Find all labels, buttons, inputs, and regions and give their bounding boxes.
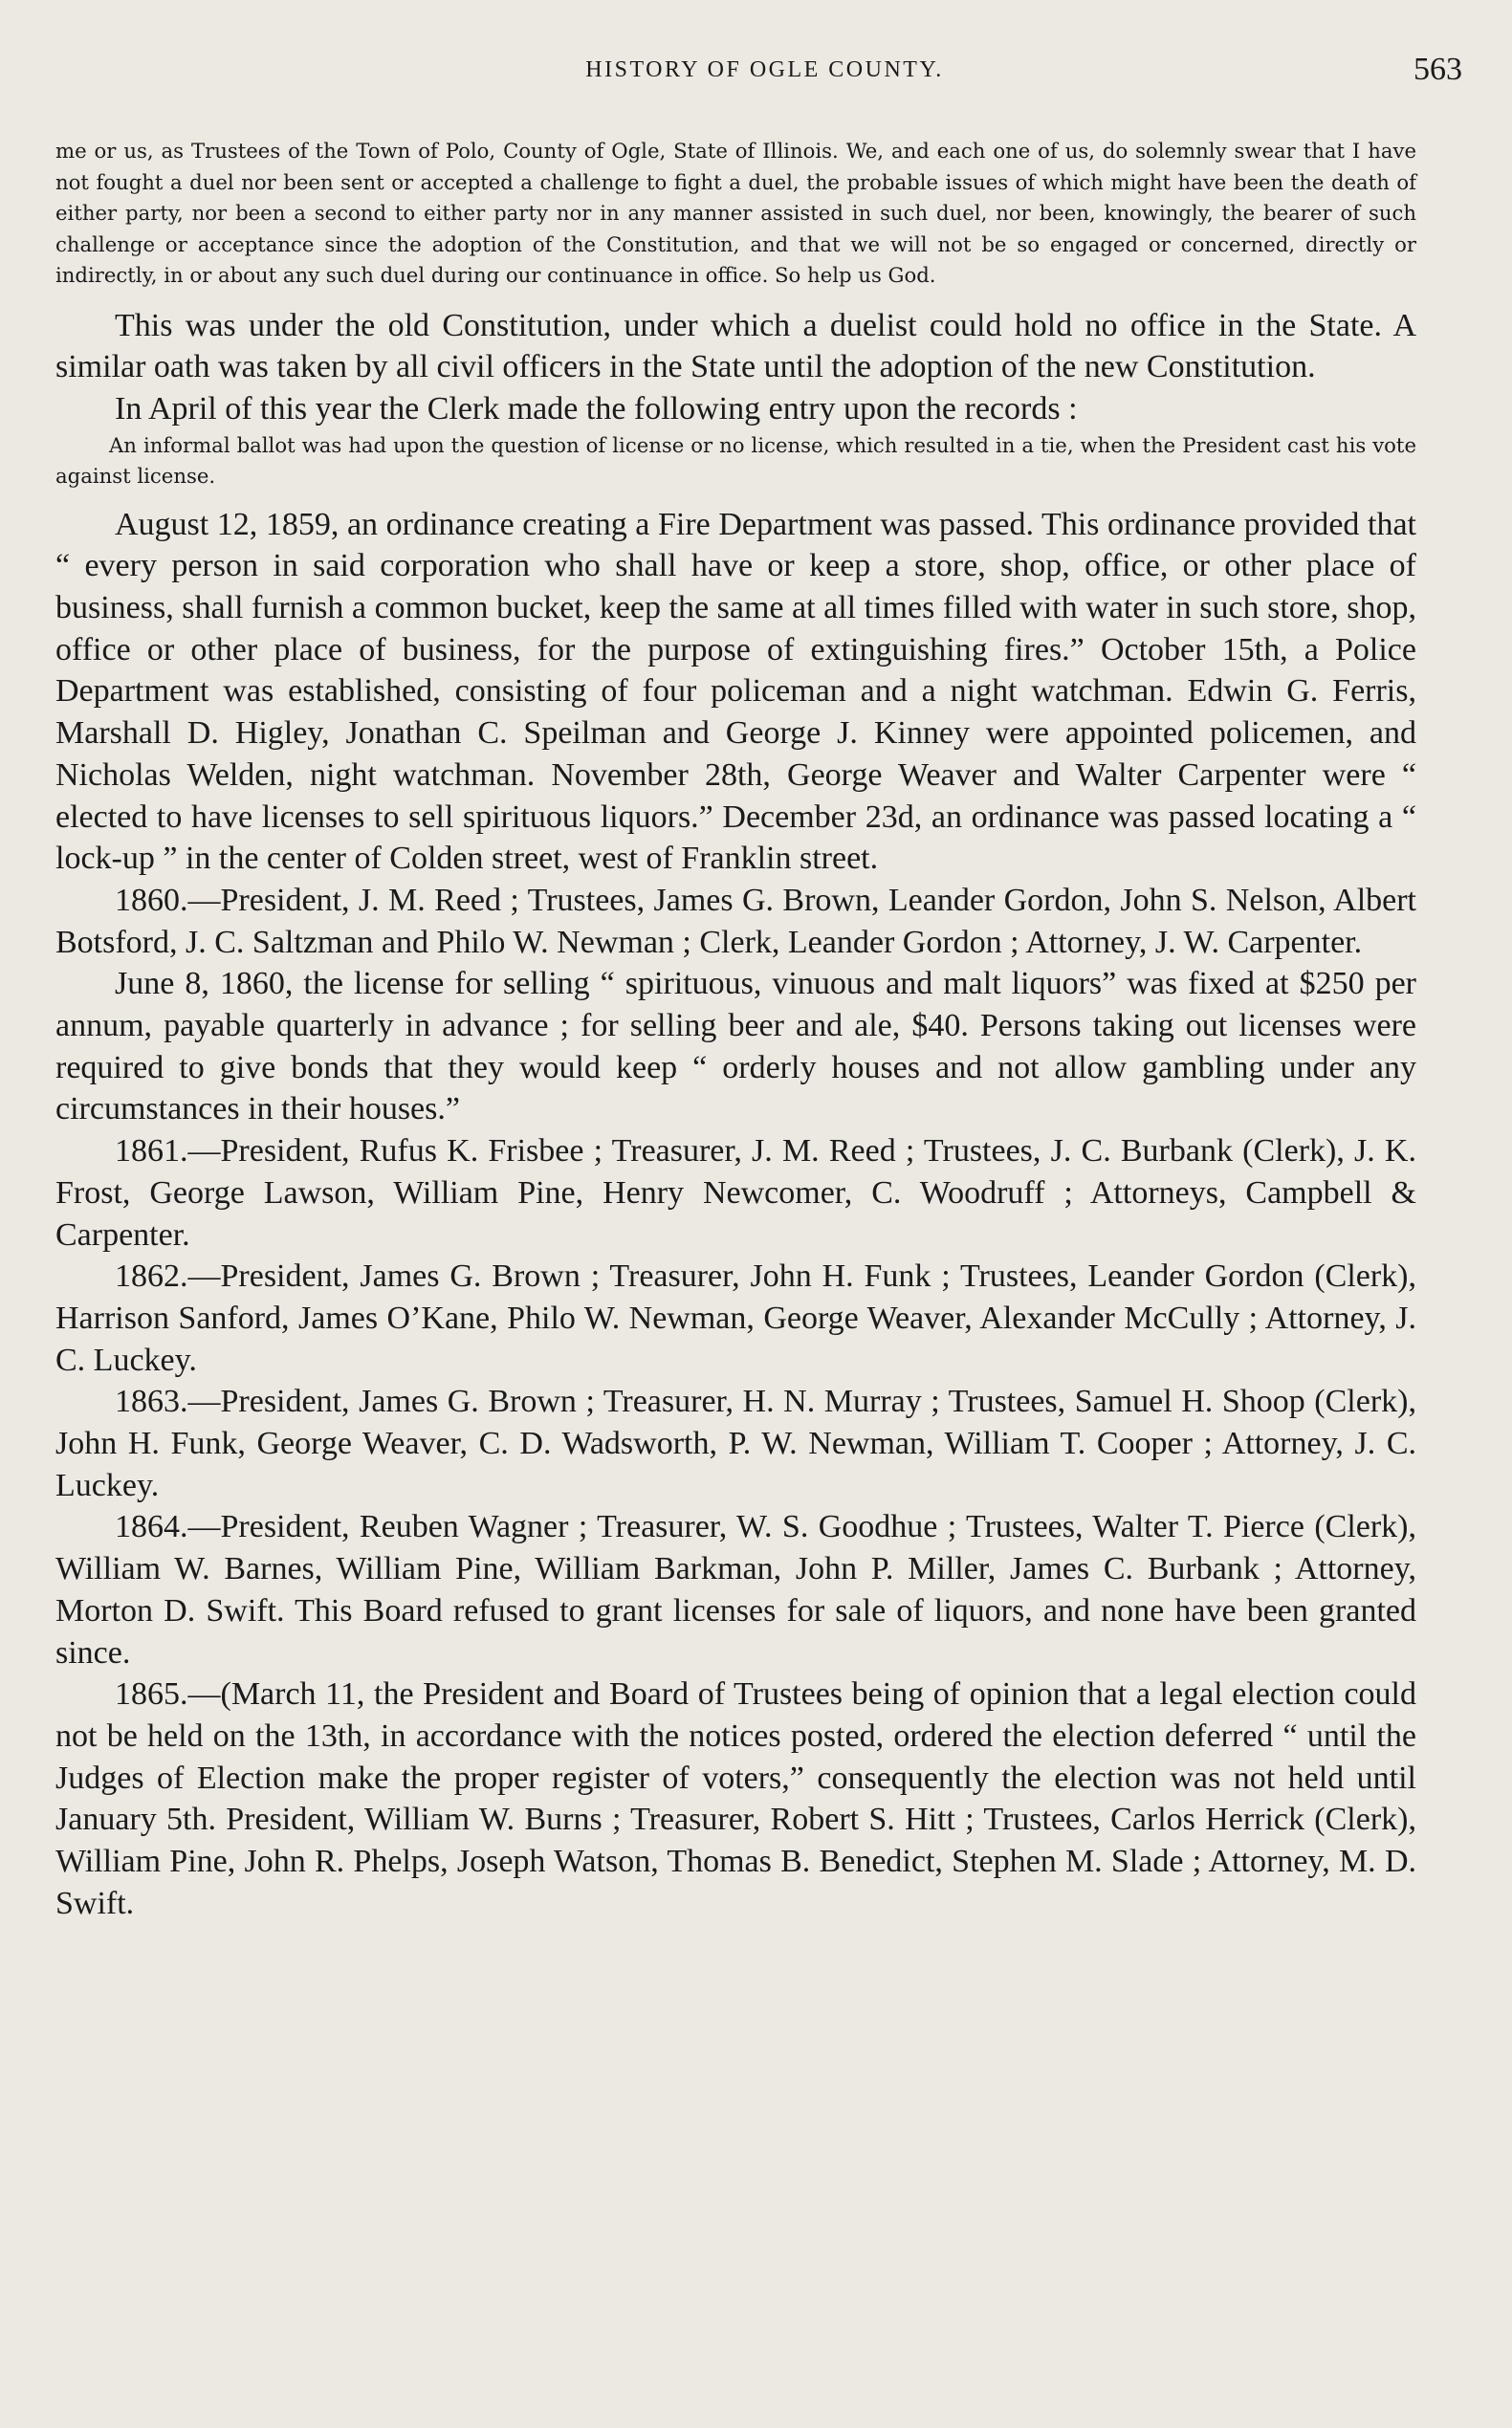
body-paragraph-1863: 1863.—President, James G. Brown ; Treasurer, H. N. Murray ; Trustees, Samuel H. Shoop (Clerk), John H. Funk, George Weaver, C. D. Wadsworth, P. W. Newman, William T. Cooper ; Attorney, J. C. Luckey. <box>55 1384 1416 1503</box>
body-paragraph-license-1860: June 8, 1860, the license for selling “ spirituous, vinuous and malt liquors” was fixed at $250 per annum, payable quarterly in advance ; for selling beer and ale, $40. Persons taking out licenses were required to give bonds that they would keep “ orderly houses and not allow gambling under any circumstances in their houses.” <box>55 966 1416 1127</box>
body-paragraph-1860: 1860.—President, J. M. Reed ; Trustees, James G. Brown, Leander Gordon, John S. Nelson, Albert Botsford, J. C. Saltzman and Philo W. Newman ; Clerk, Leander Gordon ; Attorney, J. W. Carpenter. <box>55 882 1416 960</box>
body-paragraph-old-constitution: This was under the old Constitution, under which a duelist could hold no office in the State. A similar oath was taken by all civil officers in the State until the adoption of the new Constitution. <box>55 307 1416 385</box>
body-paragraph-fire-department: August 12, 1859, an ordinance creating a Fire Department was passed. This ordinance provided that “ every person in said corporation who shall have or keep a store, shop, office, or other place of business, shall furnish a common bucket, keep the same at all times filled with water in such store, shop, office or other place of business, for the purpose of extinguishing fires.” October 15th, a Police Department was established, consisting of four policeman and a night watchman. Edwin G. Ferris, Marshall D. Higley, Jonathan C. Speilman and George J. Kinney were appointed policemen, and Nicholas Welden, night watchman. November 28th, George Weaver and Walter Carpenter were “ elected to have licenses to sell spirituous liquors.” December 23d, an ordinance was passed locating a “ lock-up ” in the center of Colden street, west of Franklin street. <box>55 506 1416 877</box>
body-paragraph-1861: 1861.—President, Rufus K. Frisbee ; Treasurer, J. M. Reed ; Trustees, J. C. Burbank (Clerk), J. K. Frost, George Lawson, William Pine, Henry Newcomer, C. Woodruff ; Attorneys, Campbell & Carpenter. <box>55 1133 1416 1253</box>
page-number: 563 <box>1413 52 1462 87</box>
running-title: HISTORY OF OGLE COUNTY. <box>585 57 944 82</box>
quoted-ballot-record: An informal ballot was had upon the question of license or no license, which resulted in a tie, when the President cast his vote against license. <box>55 432 1416 489</box>
body-paragraph-1862: 1862.—President, James G. Brown ; Treasurer, John H. Funk ; Trustees, Leander Gordon (Clerk), Harrison Sanford, James O’Kane, Philo W. Newman, George Weaver, Alexander McCully ; Attorney, J. C. Luckey. <box>55 1258 1416 1378</box>
body-paragraph-1865: 1865.—(March 11, the President and Board of Trustees being of opinion that a legal election could not be held on the 13th, in accordance with the notices posted, ordered the election deferred “ until the Judges of Election make the proper register of voters,” consequently the election was not held until January 5th. President, William W. Burns ; Treasurer, Robert S. Hitt ; Trustees, Carlos Herrick (Clerk), William Pine, John R. Phelps, Joseph Watson, Thomas B. Benedict, Stephen M. Slade ; Attorney, M. D. Swift. <box>55 1676 1416 1921</box>
page-header <box>55 52 1462 96</box>
body-paragraph-1864: 1864.—President, Reuben Wagner ; Treasurer, W. S. Goodhue ; Trustees, Walter T. Pierce (Clerk), William W. Barnes, William Pine, William Barkman, John P. Miller, James C. Burbank ; Attorney, Morton D. Swift. This Board refused to grant licenses for sale of liquors, and none have been granted since. <box>55 1509 1416 1671</box>
quoted-oath: me or us, as Trustees of the Town of Polo, County of Ogle, State of Illinois. We, and each one of us, do solemnly swear that I have not fought a duel nor been sent or accepted a challenge to fight a duel, the probable issues of which might have been the death of either party, nor been a second to either party nor in any manner assisted in such duel, nor been, knowingly, the bearer of such challenge or acceptance since the adoption of the Constitution, and that we will not be so engaged or concerned, directly or indirectly, in or about any such duel during our continuance in office. So help us God. <box>55 139 1416 287</box>
body-paragraph-clerk-entry: In April of this year the Clerk made the following entry upon the records : <box>115 390 1078 427</box>
